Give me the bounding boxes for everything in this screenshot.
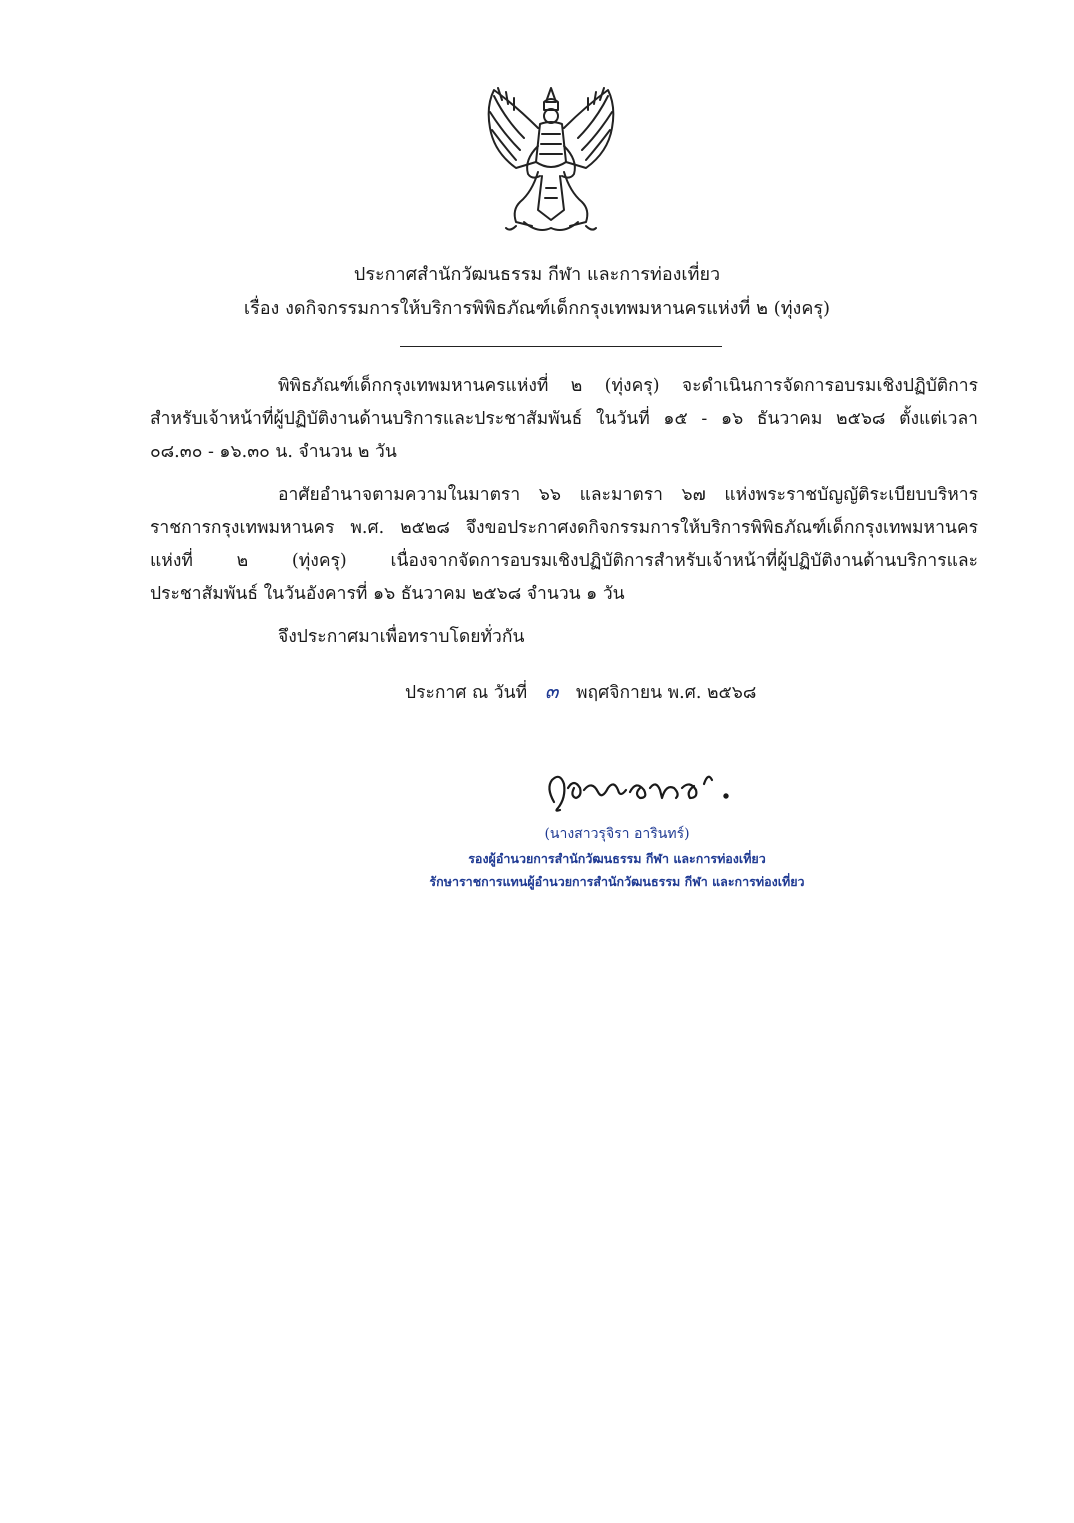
- paragraph-1-line-1: พิพิธภัณฑ์เด็กกรุงเทพมหานครแห่งที่ ๒ (ทุ่งครุ) จะดำเนินการจัดการอบรมเชิงปฏิบัติการ: [278, 376, 978, 396]
- date-suffix: พฤศจิกายน พ.ศ. ๒๕๖๘: [575, 683, 757, 703]
- signer-title-2: รักษาราชการแทนผู้อำนวยการสำนักวัฒนธรรม กีฬา และการท่องเที่ยว: [429, 874, 805, 889]
- closing-statement: จึงประกาศมาเพื่อทราบโดยทั่วกัน: [278, 627, 525, 647]
- paragraph-2-line-1: อาศัยอำนาจตามความในมาตรา ๖๖ และมาตรา ๖๗ แห่งพระราชบัญญัติระเบียบบริหาร: [278, 485, 978, 505]
- paragraph-2-line-4: ประชาสัมพันธ์ ในวันอังคารที่ ๑๖ ธันวาคม ๒๕๖๘ จำนวน ๑ วัน: [150, 584, 625, 604]
- signer-title-1: รองผู้อำนวยการสำนักวัฒนธรรม กีฬา และการท่องเที่ยว: [468, 851, 766, 866]
- paragraph-2-line-3: แห่งที่ ๒ (ทุ่งครุ) เนื่องจากจัดการอบรมเชิงปฏิบัติการสำหรับเจ้าหน้าที่ผู้ปฏิบัติงานด้านบริการและ: [150, 551, 978, 571]
- date-prefix: ประกาศ ณ วันที่: [405, 683, 528, 703]
- date-day: ๓: [544, 679, 559, 703]
- paragraph-1-line-2: สำหรับเจ้าหน้าที่ผู้ปฏิบัติงานด้านบริการและประชาสัมพันธ์ ในวันที่ ๑๕ - ๑๖ ธันวาคม ๒๕๖๘ ตั้งแต่เวลา: [150, 409, 978, 429]
- announcement-date: [405, 679, 756, 705]
- garuda-emblem-icon: [476, 76, 626, 238]
- paragraph-2-line-2: ราชการกรุงเทพมหานคร พ.ศ. ๒๕๒๘ จึงขอประกาศงดกิจกรรมการให้บริการพิพิธภัณฑ์เด็กกรุงเทพมหานคร: [150, 518, 978, 538]
- paragraph-1-line-3: ๐๘.๓๐ - ๑๖.๓๐ น. จำนวน ๒ วัน: [150, 442, 397, 462]
- announcement-subject: เรื่อง งดกิจกรรมการให้บริการพิพิธภัณฑ์เด็กกรุงเทพมหานครแห่งที่ ๒ (ทุ่งครุ): [243, 298, 831, 319]
- announcement-title: ประกาศสำนักวัฒนธรรม กีฬา และการท่องเที่ยว: [353, 264, 721, 285]
- title-divider: [400, 346, 722, 347]
- signer-name: (นางสาวรุจิรา อารินทร์): [544, 826, 690, 842]
- handwritten-signature: [540, 758, 740, 818]
